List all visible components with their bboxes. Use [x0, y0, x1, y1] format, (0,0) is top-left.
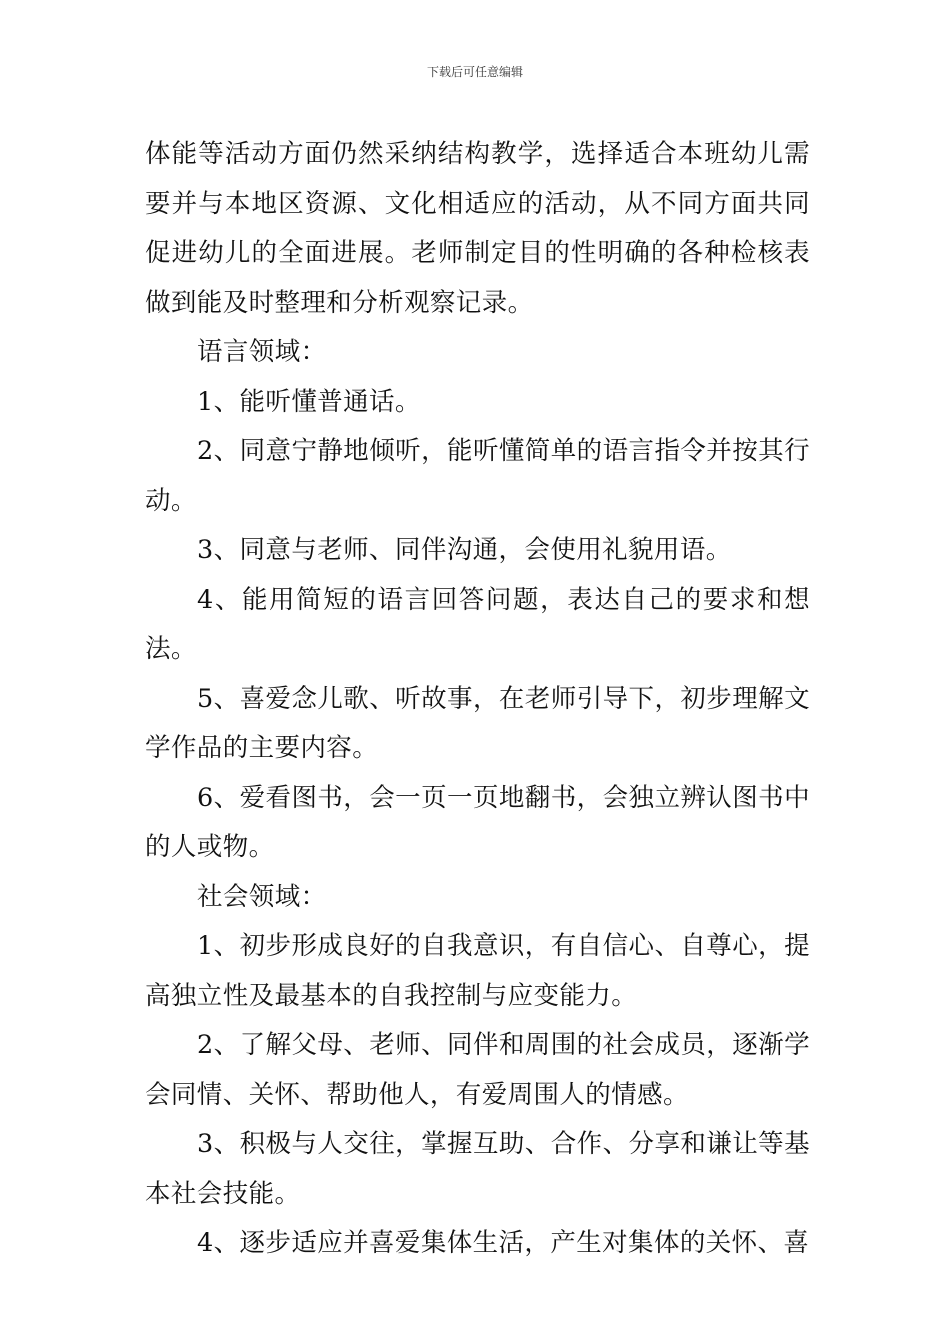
social-item-1: 1、初步形成良好的自我意识，有自信心、自尊心，提高独立性及最基本的自我控制与应变能力。 [145, 931, 810, 1011]
section-heading-social: 社会领域： [197, 881, 327, 912]
social-item-2: 2、了解父母、老师、同伴和周围的社会成员，逐渐学会同情、关怀、帮助他人，有爱周围人的情感。 [145, 1030, 810, 1110]
paragraph-continuation: 体能等活动方面仍然采纳结构教学，选择适合本班幼儿需要并与本地区资源、文化相适应的活动，从不同方面共同促进幼儿的全面进展。老师制定目的性明确的各种检核表做到能及时整理和分析观察记录。 [145, 139, 810, 318]
page-header: 下载后可任意编辑 [426, 65, 523, 79]
language-item-1: 1、能听懂普通话。 [197, 386, 421, 417]
language-item-4: 4、能用简短的语言回答问题，表达自己的要求和想法。 [145, 584, 810, 664]
section-heading-language: 语言领域： [197, 337, 327, 367]
social-item-3: 3、积极与人交往，掌握互助、合作、分享和谦让等基本社会技能。 [145, 1129, 810, 1209]
language-item-2: 2、同意宁静地倾听，能听懂简单的语言指令并按其行动。 [145, 436, 810, 516]
document-body [145, 130, 810, 1269]
language-item-5: 5、喜爱念儿歌、听故事，在老师引导下，初步理解文学作品的主要内容。 [145, 683, 810, 763]
language-item-6: 6、爱看图书，会一页一页地翻书，会独立辨认图书中的人或物。 [145, 782, 810, 862]
language-item-3: 3、同意与老师、同伴沟通，会使用礼貌用语。 [197, 535, 732, 565]
social-item-4: 4、逐步适应并喜爱集体生活，产生对集体的关怀、喜 [197, 1228, 810, 1258]
